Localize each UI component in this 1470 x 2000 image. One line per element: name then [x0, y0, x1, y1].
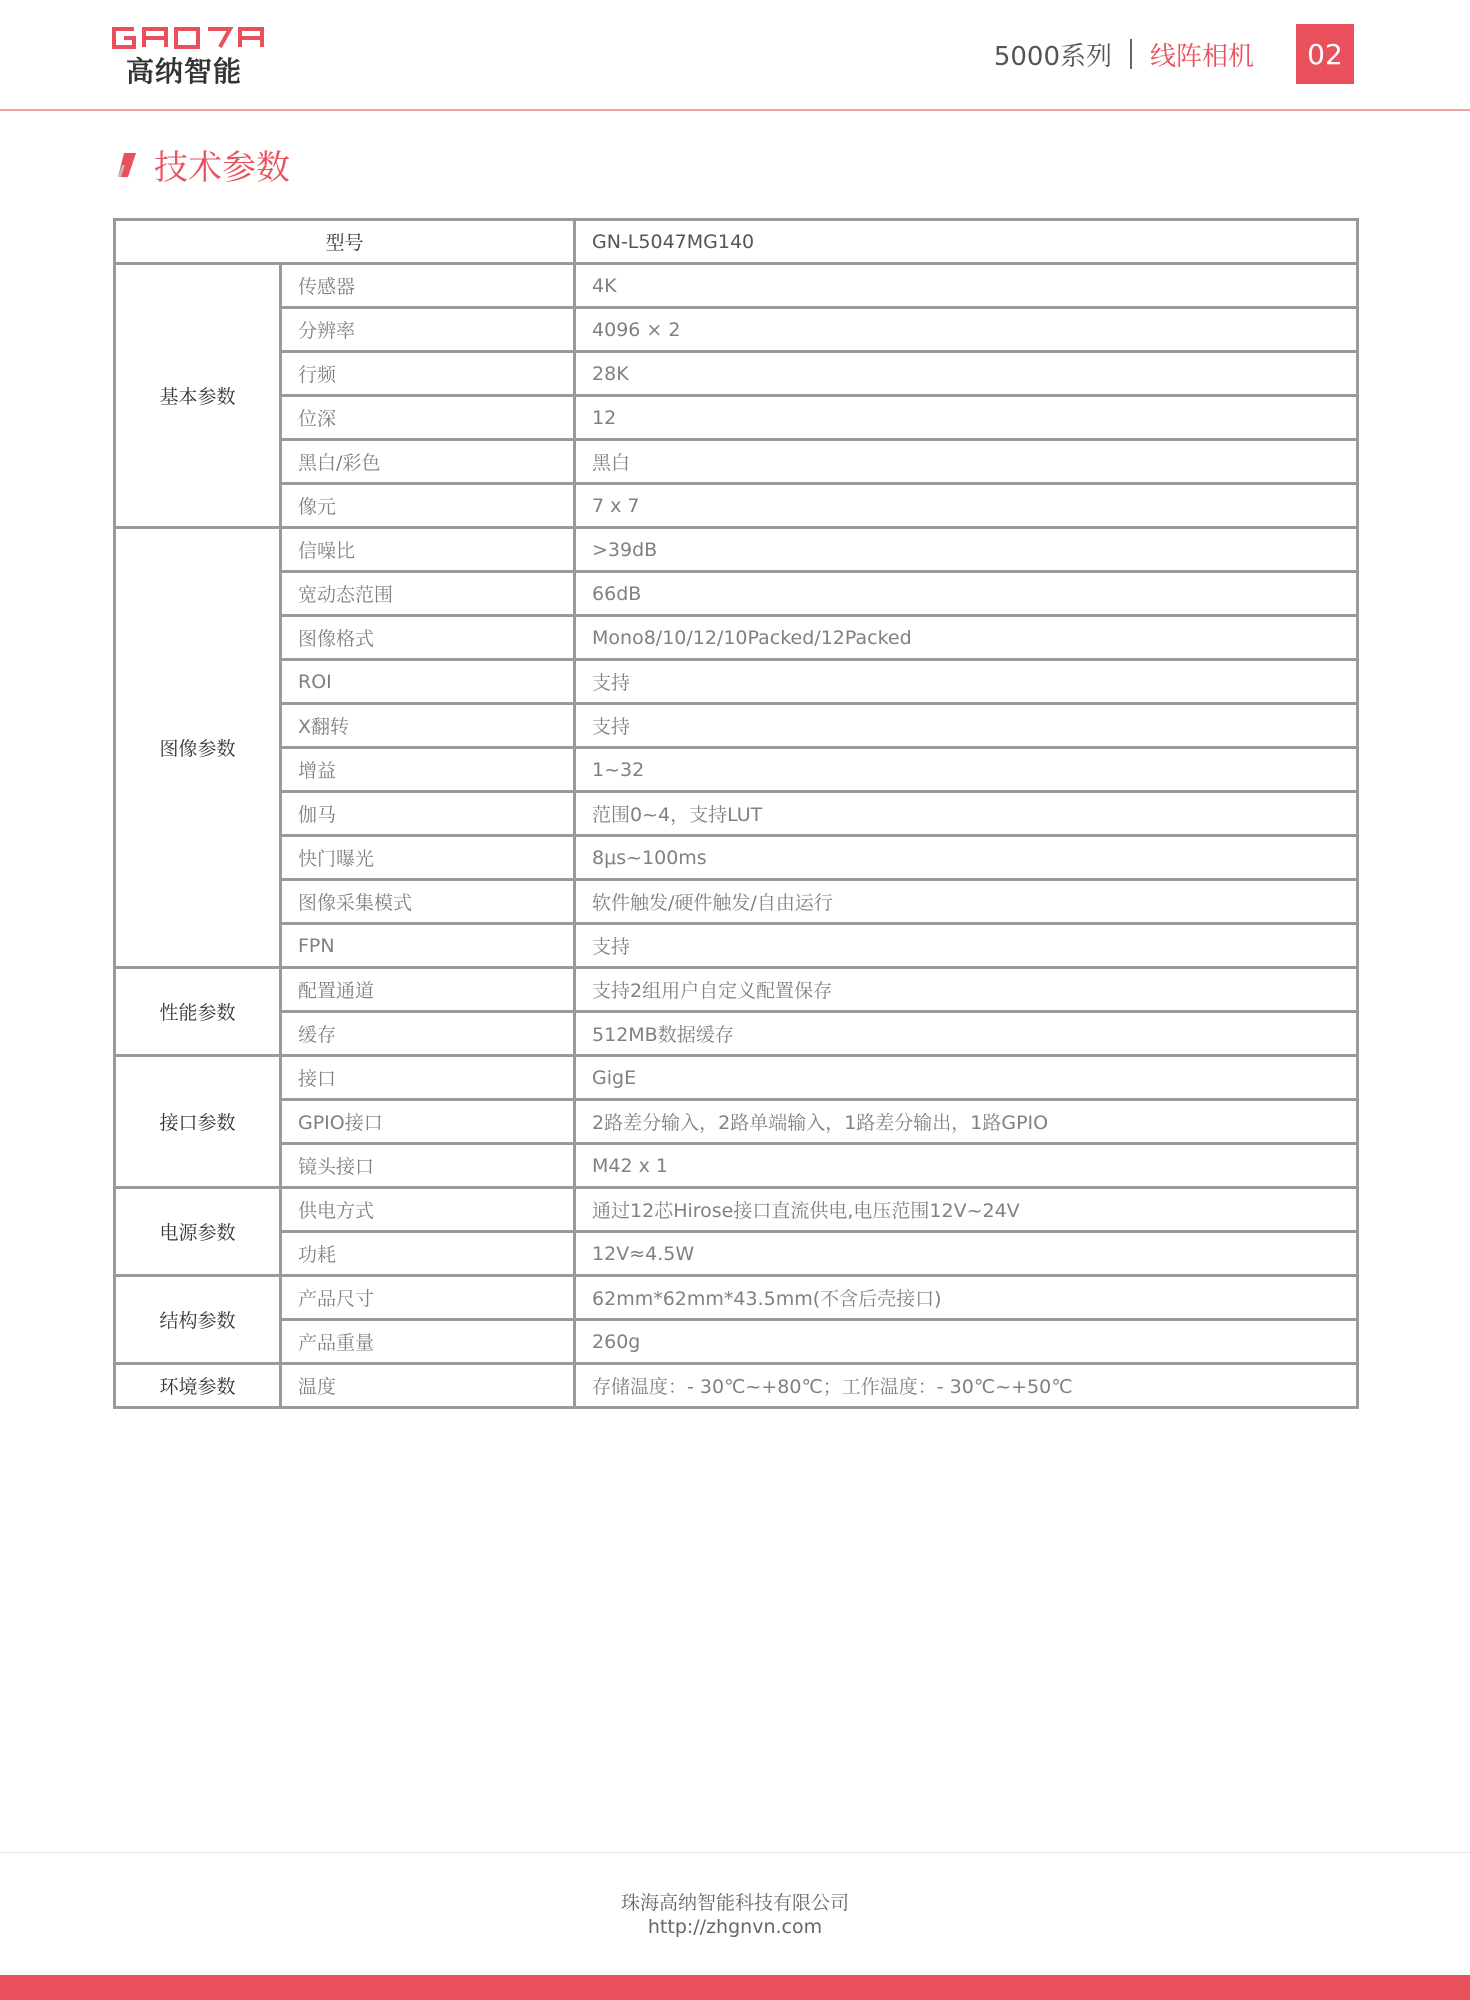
param-name-cell: 产品尺寸	[281, 1276, 575, 1320]
param-value-cell: >39dB	[575, 528, 1358, 572]
param-value-cell: Mono8/10/12/10Packed/12Packed	[575, 616, 1358, 660]
header-divider-line	[0, 109, 1470, 111]
param-name-cell: 产品重量	[281, 1320, 575, 1364]
param-name-cell: 缓存	[281, 1012, 575, 1056]
category-cell: 结构参数	[115, 1276, 281, 1364]
footer-url: http://zhgnvn.com	[647, 1916, 823, 1938]
table-row	[115, 308, 1358, 352]
logo-text: 高纳智能	[126, 55, 243, 88]
slash-marker-icon	[116, 151, 138, 179]
series-label: 5000系列	[993, 41, 1112, 72]
product-label: 线阵相机	[1149, 41, 1254, 72]
page-number-badge: 02	[1296, 24, 1354, 84]
table-row	[115, 396, 1358, 440]
param-name-cell: 像元	[281, 484, 575, 528]
param-name-cell: GPIO接口	[281, 1100, 575, 1144]
table-row	[115, 484, 1358, 528]
table-row	[115, 440, 1358, 484]
param-value-cell: 范围0~4，支持LUT	[575, 792, 1358, 836]
table-row	[115, 616, 1358, 660]
table-row	[115, 660, 1358, 704]
param-value-cell: 7 x 7	[575, 484, 1358, 528]
param-value-cell: 66dB	[575, 572, 1358, 616]
model-row	[115, 220, 1358, 264]
param-value-cell: 62mm*62mm*43.5mm(不含后壳接口)	[575, 1276, 1358, 1320]
footer-bar	[0, 1975, 1470, 2000]
param-name-cell: FPN	[281, 924, 575, 968]
table-row	[115, 528, 1358, 572]
category-cell: 接口参数	[115, 1056, 281, 1188]
param-name-cell: 行频	[281, 352, 575, 396]
table-row	[115, 1276, 1358, 1320]
category-cell: 环境参数	[115, 1364, 281, 1408]
param-value-cell: 12	[575, 396, 1358, 440]
param-name-cell: 宽动态范围	[281, 572, 575, 616]
table-row	[115, 1188, 1358, 1232]
footer-company: 珠海高纳智能科技有限公司	[620, 1892, 849, 1914]
table-row	[115, 924, 1358, 968]
category-cell: 电源参数	[115, 1188, 281, 1276]
param-value-cell: 存储温度：- 30℃~+80℃；工作温度：- 30℃~+50℃	[575, 1364, 1358, 1408]
param-name-cell: 接口	[281, 1056, 575, 1100]
param-name-cell: 功耗	[281, 1232, 575, 1276]
param-value-cell: 黑白	[575, 440, 1358, 484]
param-name-cell: 信噪比	[281, 528, 575, 572]
footer-divider	[0, 1852, 1470, 1853]
header-divider	[1130, 39, 1132, 69]
param-name-cell: 增益	[281, 748, 575, 792]
param-value-cell: 28K	[575, 352, 1358, 396]
table-row	[115, 1232, 1358, 1276]
table-row	[115, 1144, 1358, 1188]
param-name-cell: 供电方式	[281, 1188, 575, 1232]
company-logo	[110, 26, 270, 88]
param-name-cell: 黑白/彩色	[281, 440, 575, 484]
spec-table	[113, 218, 1359, 1409]
logo-mark-icon	[110, 26, 270, 50]
param-name-cell: 配置通道	[281, 968, 575, 1012]
table-row	[115, 352, 1358, 396]
table-row	[115, 704, 1358, 748]
param-value-cell: 1~32	[575, 748, 1358, 792]
table-row	[115, 1364, 1358, 1408]
table-row	[115, 836, 1358, 880]
table-row	[115, 264, 1358, 308]
table-row	[115, 572, 1358, 616]
param-name-cell: 快门曝光	[281, 836, 575, 880]
param-value-cell: GigE	[575, 1056, 1358, 1100]
category-cell: 图像参数	[115, 528, 281, 968]
section-title	[116, 140, 290, 189]
param-value-cell: 通过12芯Hirose接口直流供电,电压范围12V~24V	[575, 1188, 1358, 1232]
table-row	[115, 968, 1358, 1012]
param-value-cell: 支持	[575, 924, 1358, 968]
param-value-cell: 512MB数据缓存	[575, 1012, 1358, 1056]
param-name-cell: ROI	[281, 660, 575, 704]
table-row	[115, 1100, 1358, 1144]
model-label: 型号	[115, 220, 575, 264]
table-row	[115, 880, 1358, 924]
section-title-text: 技术参数	[154, 148, 290, 188]
category-cell: 基本参数	[115, 264, 281, 528]
param-name-cell: 位深	[281, 396, 575, 440]
param-name-cell: 传感器	[281, 264, 575, 308]
table-row	[115, 1056, 1358, 1100]
table-row	[115, 792, 1358, 836]
param-value-cell: 4096 × 2	[575, 308, 1358, 352]
param-value-cell: M42 x 1	[575, 1144, 1358, 1188]
param-name-cell: 图像格式	[281, 616, 575, 660]
param-name-cell: X翻转	[281, 704, 575, 748]
param-value-cell: 12V≈4.5W	[575, 1232, 1358, 1276]
param-value-cell: 2路差分输入，2路单端输入，1路差分输出，1路GPIO	[575, 1100, 1358, 1144]
model-value: GN-L5047MG140	[575, 220, 1358, 264]
param-value-cell: 支持2组用户自定义配置保存	[575, 968, 1358, 1012]
param-value-cell: 软件触发/硬件触发/自由运行	[575, 880, 1358, 924]
param-value-cell: 4K	[575, 264, 1358, 308]
table-row	[115, 1320, 1358, 1364]
param-value-cell: 支持	[575, 660, 1358, 704]
header-right	[994, 24, 1354, 84]
category-cell: 性能参数	[115, 968, 281, 1056]
table-row	[115, 748, 1358, 792]
spec-table-body	[115, 220, 1358, 1408]
param-name-cell: 图像采集模式	[281, 880, 575, 924]
param-value-cell: 8μs~100ms	[575, 836, 1358, 880]
param-name-cell: 镜头接口	[281, 1144, 575, 1188]
param-name-cell: 温度	[281, 1364, 575, 1408]
param-name-cell: 分辨率	[281, 308, 575, 352]
param-value-cell: 支持	[575, 704, 1358, 748]
param-name-cell: 伽马	[281, 792, 575, 836]
table-row	[115, 1012, 1358, 1056]
param-value-cell: 260g	[575, 1320, 1358, 1364]
